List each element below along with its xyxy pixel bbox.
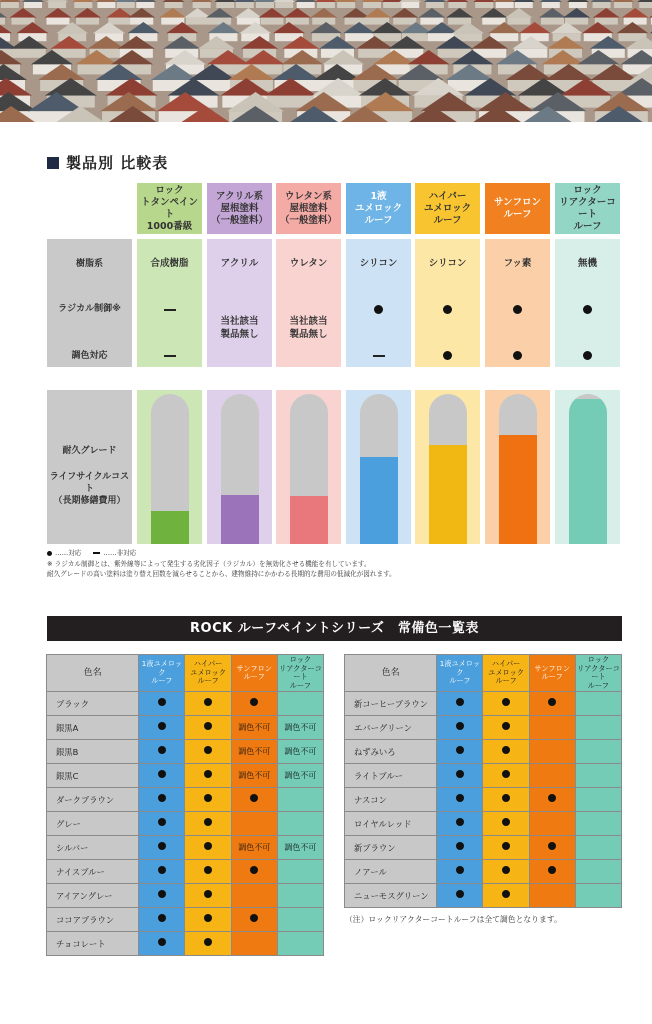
availability-cell [483,740,529,764]
availability-cell [437,860,483,884]
availability-cell [277,908,323,932]
availability-cell [437,692,483,716]
radical-0-dash-icon [164,309,176,311]
radical-2-text: 当社該当 製品無し [289,316,328,340]
availability-cell [185,764,231,788]
product-durability-cell-1 [207,390,272,544]
rooftops-illustration [0,0,652,122]
row-label-lifecycle-cost: ライフサイクルコスト （長期修繕費用） [49,472,130,506]
product-header-4: ハイパー ユメロック ルーフ [415,183,480,234]
radical-4-dot-icon [443,305,452,314]
available-dot-icon [502,866,510,874]
available-dot-icon [158,818,166,826]
availability-text: 調色不可 [284,723,317,732]
availability-cell [575,860,621,884]
available-dot-icon [204,890,212,898]
availability-cell [231,788,277,812]
available-dot-icon [502,746,510,754]
availability-cell [575,812,621,836]
durability-fill-2 [290,496,328,544]
availability-cell [277,740,323,764]
durability-fill-1 [221,495,259,545]
hero-rooftops-photo [0,0,652,122]
left-product-header-3: ロック リアクターコート ルーフ [279,655,322,690]
availability-cell [529,740,575,764]
right-name-header: 色名 [345,655,437,692]
right-product-header-3: ロック リアクターコート ルーフ [577,655,620,690]
product-durability-cell-3 [346,390,411,544]
availability-cell [139,908,185,932]
available-dot-icon [158,842,166,850]
product-feature-cell-0 [137,239,202,367]
availability-cell [483,836,529,860]
availability-text: 調色不可 [238,747,271,756]
product-header-5: サンフロン ルーフ [485,183,550,234]
durability-tube-3 [360,394,398,544]
availability-cell [139,836,185,860]
availability-cell [437,764,483,788]
available-dot-icon [158,914,166,922]
comparison-section-title [47,152,168,173]
available-dot-icon [204,698,212,706]
available-dot-icon [204,866,212,874]
availability-text: 調色不可 [284,771,317,780]
table-row [47,716,324,740]
available-dot-icon [158,746,166,754]
color-name: 新コーヒーブラウン [345,692,437,716]
availability-cell [529,716,575,740]
availability-cell [139,764,185,788]
radical-3-dot-icon [374,305,383,314]
tint-4-dot-icon [443,351,452,360]
durability-fill-5 [499,435,537,545]
color-name: ダークブラウン [47,788,139,812]
available-dot-icon [456,794,464,802]
color-name: シルバー [47,836,139,860]
durability-tube-6 [569,394,607,544]
table-row [345,788,622,812]
availability-cell [483,860,529,884]
availability-cell [277,692,323,716]
available-dot-icon [548,842,556,850]
availability-cell [185,836,231,860]
table-row [47,812,324,836]
available-dot-icon [456,866,464,874]
availability-cell [231,908,277,932]
availability-cell [231,932,277,956]
table-row [345,740,622,764]
tint-5-dot-icon [513,351,522,360]
availability-cell [277,716,323,740]
table-row [47,740,324,764]
available-dot-icon [502,722,510,730]
legend-supported [47,548,81,559]
table-row [47,932,324,956]
availability-cell [483,764,529,788]
availability-cell [185,692,231,716]
availability-cell [277,788,323,812]
table-row [47,692,324,716]
availability-text: 調色不可 [238,723,271,732]
left-name-header: 色名 [47,655,139,692]
row-label-durability: 耐久グレード [62,446,117,456]
availability-cell [139,692,185,716]
available-dot-icon [502,770,510,778]
available-dot-icon [548,698,556,706]
available-dot-icon [250,698,258,706]
table-row [47,908,324,932]
availability-cell [575,836,621,860]
legend-dash-label: ……非対応 [103,549,137,557]
product-feature-cell-4 [415,239,480,367]
product-durability-cell-2 [276,390,341,544]
color-name: ココアブラウン [47,908,139,932]
availability-cell [277,764,323,788]
product-feature-cell-1 [207,239,272,367]
availability-cell [231,860,277,884]
availability-cell [483,812,529,836]
product-feature-cell-3 [346,239,411,367]
table-row [47,764,324,788]
availability-cell [529,884,575,908]
available-dot-icon [158,794,166,802]
color-name: ナイスブルー [47,860,139,884]
availability-text: 調色不可 [238,843,271,852]
available-dot-icon [502,842,510,850]
availability-cell [185,740,231,764]
product-durability-cell-4 [415,390,480,544]
available-dot-icon [204,770,212,778]
right-product-header-2: サンフロン ルーフ [529,655,575,692]
availability-cell [437,884,483,908]
available-dot-icon [456,890,464,898]
resin-value-0: 合成樹脂 [150,258,189,269]
resin-value-3: シリコン [359,258,398,269]
product-feature-cell-6 [555,239,620,367]
availability-cell [139,788,185,812]
availability-cell [139,884,185,908]
color-name: 新ブラウン [345,836,437,860]
availability-cell [529,692,575,716]
right-product-header-0: 1液ユメロック ルーフ [437,655,483,692]
availability-cell [185,788,231,812]
availability-cell [575,740,621,764]
color-name: ニューモスグリーン [345,884,437,908]
availability-cell [483,884,529,908]
availability-cell [575,764,621,788]
available-dot-icon [158,866,166,874]
available-dot-icon [250,914,258,922]
left-product-header-1: ハイパー ユメロック ルーフ [185,655,231,692]
legend-dash-icon [93,552,100,554]
table-row [345,692,622,716]
available-dot-icon [456,842,464,850]
legend-dot-icon [47,551,52,556]
available-dot-icon [204,938,212,946]
available-dot-icon [502,890,510,898]
radical-5-dot-icon [513,305,522,314]
available-dot-icon [204,794,212,802]
availability-cell [185,932,231,956]
resin-value-5: フッ素 [503,258,532,269]
availability-cell [529,812,575,836]
available-dot-icon [548,866,556,874]
durability-fill-3 [360,457,398,544]
availability-cell [277,884,323,908]
available-dot-icon [456,746,464,754]
available-dot-icon [456,698,464,706]
availability-cell [231,764,277,788]
available-dot-icon [250,794,258,802]
note-radical: ※ ラジカル制御とは、紫外線等によって発生する劣化因子（ラジカル）を無効化させる機能を有しています。 [47,559,371,568]
table-row [345,884,622,908]
availability-cell [437,836,483,860]
product-durability-cell-5 [485,390,550,544]
tint-6-dot-icon [583,351,592,360]
durability-tube-0 [151,394,189,544]
row-label-radical-control: ラジカル制御※ [58,304,121,314]
availability-cell [139,812,185,836]
availability-cell [529,764,575,788]
available-dot-icon [502,818,510,826]
legend-dot-label: ……対応 [55,549,82,557]
availability-cell [231,812,277,836]
color-name: エバーグリーン [345,716,437,740]
durability-tube-2 [290,394,328,544]
durability-fill-0 [151,511,189,544]
tint-3-dash-icon [373,355,385,357]
available-dot-icon [158,770,166,778]
resin-value-4: シリコン [428,258,467,269]
availability-cell [483,692,529,716]
right-header-row [345,655,622,692]
availability-text: 調色不可 [284,843,317,852]
availability-cell [231,884,277,908]
title-square-icon [47,157,59,169]
available-dot-icon [204,746,212,754]
row-label-block-durability [47,390,132,544]
availability-cell [185,908,231,932]
available-dot-icon [204,818,212,826]
radical-1-text: 当社該当 製品無し [220,316,259,340]
available-dot-icon [158,722,166,730]
durability-fill-6 [569,399,607,545]
color-list-footnote: （注）ロックリアクターコートルーフは全て調色となります。 [345,915,562,924]
legend-unsupported [93,548,136,559]
availability-cell [575,884,621,908]
comparison-notes [47,548,396,580]
table-row [47,788,324,812]
product-header-0: ロック トタンペイント 1000番級 [137,183,202,234]
availability-cell [277,812,323,836]
availability-cell [185,716,231,740]
product-feature-cell-2 [276,239,341,367]
resin-value-2: ウレタン [289,258,328,269]
availability-cell [277,932,323,956]
table-row [47,884,324,908]
available-dot-icon [548,794,556,802]
availability-cell [185,884,231,908]
availability-cell [437,740,483,764]
table-row [345,836,622,860]
table-row [47,860,324,884]
availability-cell [437,716,483,740]
color-list-banner: ROCK ルーフペイントシリーズ 常備色一覧表 [47,616,622,641]
row-label-resin: 樹脂系 [75,259,103,269]
availability-cell [139,716,185,740]
table-row [345,764,622,788]
available-dot-icon [502,794,510,802]
color-name: ねずみいろ [345,740,437,764]
available-dot-icon [204,842,212,850]
availability-cell [575,788,621,812]
color-name: ノアール [345,860,437,884]
available-dot-icon [158,890,166,898]
table-row [47,836,324,860]
product-durability-cell-0 [137,390,202,544]
availability-cell [231,740,277,764]
color-name: グレー [47,812,139,836]
available-dot-icon [204,914,212,922]
availability-cell [277,860,323,884]
availability-cell [575,716,621,740]
availability-cell [575,692,621,716]
product-feature-cell-5 [485,239,550,367]
left-product-header-2: サンフロン ルーフ [231,655,277,692]
color-name: 銀黒B [47,740,139,764]
availability-cell [277,836,323,860]
availability-cell [231,836,277,860]
radical-6-dot-icon [583,305,592,314]
availability-cell [231,716,277,740]
availability-cell [185,860,231,884]
table-row [345,860,622,884]
color-name: 銀黒C [47,764,139,788]
left-product-header-0: 1液ユメロック ルーフ [139,655,185,692]
availability-cell [437,812,483,836]
product-header-6: ロック リアクターコート ルーフ [555,183,620,234]
availability-cell [483,788,529,812]
availability-cell [139,740,185,764]
color-name: 銀黒A [47,716,139,740]
available-dot-icon [204,722,212,730]
availability-cell [529,836,575,860]
product-header-3: 1液 ユメロック ルーフ [346,183,411,234]
table-row [345,812,622,836]
right-product-header-1: ハイパー ユメロック ルーフ [483,655,529,692]
left-header-row [47,655,324,692]
available-dot-icon [456,722,464,730]
availability-cell [483,716,529,740]
availability-cell [185,812,231,836]
color-name: ロイヤルレッド [345,812,437,836]
color-name: ナスコン [345,788,437,812]
resin-value-1: アクリル [220,258,259,269]
product-header-2: ウレタン系 屋根塗料 （一般塗料） [276,183,341,234]
durability-tube-1 [221,394,259,544]
resin-value-6: 無機 [577,258,597,269]
available-dot-icon [158,938,166,946]
availability-cell [529,788,575,812]
row-label-tint: 調色対応 [71,351,108,361]
availability-cell [139,932,185,956]
table-row [345,716,622,740]
product-durability-cell-6 [555,390,620,544]
available-dot-icon [250,866,258,874]
color-name: チョコレート [47,932,139,956]
product-comparison-table [47,183,622,545]
availability-cell [231,692,277,716]
available-dot-icon [456,770,464,778]
color-table-right [344,654,622,908]
color-name: ライトブルー [345,764,437,788]
durability-tube-5 [499,394,537,544]
durability-tube-4 [429,394,467,544]
color-name: アイアングレー [47,884,139,908]
availability-cell [139,860,185,884]
color-table-left [46,654,324,956]
product-header-1: アクリル系 屋根塗料 （一般塗料） [207,183,272,234]
available-dot-icon [158,698,166,706]
tint-0-dash-icon [164,355,176,357]
available-dot-icon [502,698,510,706]
color-name: ブラック [47,692,139,716]
note-durability: 耐久グレードの高い塗料は塗り替え回数を減らせることから、建物維持にかかわる長期的な費用の低減化が図れます。 [47,570,396,578]
availability-text: 調色不可 [284,747,317,756]
availability-text: 調色不可 [238,771,271,780]
availability-cell [529,860,575,884]
availability-cell [437,788,483,812]
comparison-title-text: 製品別 比較表 [66,154,169,172]
available-dot-icon [456,818,464,826]
durability-fill-4 [429,445,467,544]
